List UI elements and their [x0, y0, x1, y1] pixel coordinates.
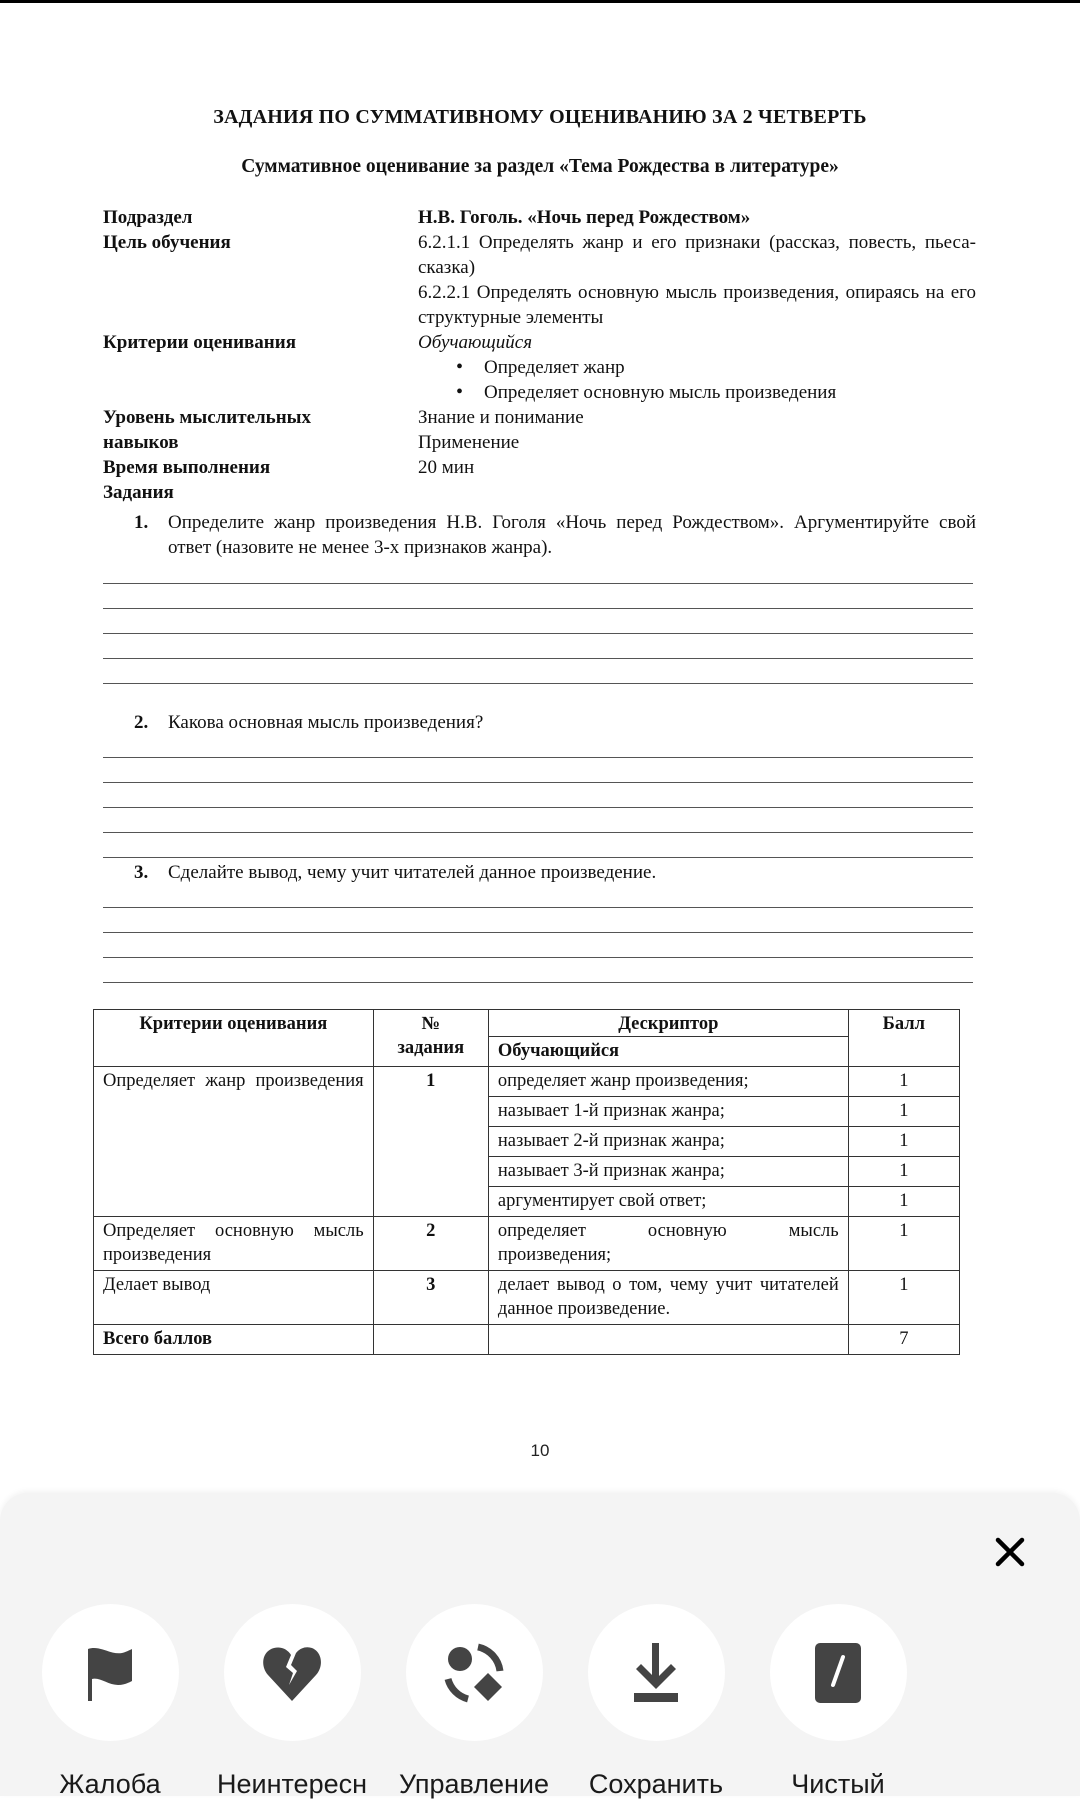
action-circle: [42, 1604, 179, 1741]
clean-mode-button[interactable]: [758, 1604, 918, 1800]
score-cell: 1: [848, 1217, 959, 1271]
level-value: Знание и понимание: [418, 407, 584, 428]
descriptor-cell: аргументирует свой ответ;: [488, 1187, 848, 1217]
info-row-tasks: [103, 480, 976, 505]
subsection-value: Н.В. Гоголь. «Ночь перед Рождеством»: [418, 207, 751, 228]
answer-line[interactable]: [103, 608, 973, 609]
broken-heart-icon: [260, 1643, 324, 1703]
descriptor-cell: называет 2-й признак жанра;: [488, 1127, 848, 1157]
answer-line[interactable]: [103, 982, 973, 983]
subsection-label: Подраздел: [103, 207, 193, 228]
answer-line[interactable]: [103, 832, 973, 833]
document-subtitle: Суммативное оценивание за раздел «Тема Рождества в литературе»: [241, 156, 839, 177]
answer-line[interactable]: [103, 683, 973, 684]
report-button[interactable]: [30, 1604, 190, 1800]
task-2: [134, 710, 976, 735]
level-label-line: Уровень мыслительных: [103, 407, 311, 428]
total-label: Всего баллов: [94, 1325, 374, 1355]
answer-line[interactable]: [103, 633, 973, 634]
task-1: [134, 510, 976, 560]
action-label: Неинтересн: [216, 1769, 368, 1799]
criteria-label: Критерии оценивания: [103, 332, 296, 353]
action-circle: [588, 1604, 725, 1741]
answer-line[interactable]: [103, 583, 973, 584]
descriptor-cell: делает вывод о том, чему учит читателей данное произведение.: [488, 1271, 848, 1325]
info-row-goal: [103, 230, 976, 330]
criteria-intro: Обучающийся: [418, 332, 533, 353]
answer-line[interactable]: [103, 658, 973, 659]
info-row-criteria: [103, 330, 976, 405]
tasks-label: Задания: [103, 482, 174, 503]
score-cell: 1: [848, 1157, 959, 1187]
answer-line[interactable]: [103, 807, 973, 808]
table-row: [94, 1271, 960, 1325]
action-circle: [224, 1604, 361, 1741]
descriptor-cell: называет 1-й признак жанра;: [488, 1097, 848, 1127]
header-criteria: Критерии оценивания: [94, 1010, 374, 1067]
action-circle: [770, 1604, 907, 1741]
descriptor-cell: определяет жанр произведения;: [488, 1067, 848, 1097]
action-label: Управление: [398, 1769, 550, 1799]
task-text: Сделайте вывод, чему учит читателей данное произведение.: [168, 862, 657, 883]
manage-button[interactable]: [394, 1604, 554, 1800]
info-row-level: [103, 405, 976, 455]
answer-line[interactable]: [103, 932, 973, 933]
answer-line[interactable]: [103, 857, 973, 858]
download-icon: [628, 1641, 684, 1705]
criteria-cell: Определяет жанр произведения: [94, 1067, 374, 1217]
answer-line[interactable]: [103, 782, 973, 783]
page-number: 10: [530, 1441, 550, 1460]
flag-icon: [80, 1641, 140, 1705]
score-cell: 1: [848, 1271, 959, 1325]
close-button[interactable]: [990, 1532, 1030, 1572]
header-score: Балл: [848, 1010, 959, 1067]
task-number: 1.: [134, 512, 149, 533]
score-cell: 1: [848, 1067, 959, 1097]
time-label: Время выполнения: [103, 457, 271, 478]
answer-line[interactable]: [103, 957, 973, 958]
goal-label: Цель обучения: [103, 232, 231, 253]
task-number-cell: 1: [373, 1067, 488, 1217]
table-header-row: [94, 1010, 960, 1037]
close-icon: [993, 1535, 1027, 1569]
criteria-cell: Определяет основную мысль произведения: [94, 1217, 374, 1271]
header-student: Обучающийся: [488, 1037, 848, 1067]
info-row-subsection: [103, 205, 976, 230]
task-text: Какова основная мысль произведения?: [168, 712, 484, 733]
score-cell: 1: [848, 1127, 959, 1157]
action-label: Сохранить: [588, 1769, 724, 1799]
level-values: [418, 405, 976, 455]
level-label-line: навыков: [103, 432, 179, 453]
manage-shapes-icon: [442, 1641, 506, 1705]
criteria-values: [418, 330, 976, 405]
time-value: 20 мин: [418, 457, 475, 478]
action-label: Жалоба: [59, 1769, 161, 1799]
score-cell: 1: [848, 1097, 959, 1127]
header-task-number: [373, 1010, 488, 1067]
action-label: Чистый: [791, 1769, 885, 1799]
task-3: [134, 860, 976, 885]
goal-1: 6.2.1.1 Определять жанр и его признаки (рассказ, повесть, пьеса-сказка): [418, 232, 976, 278]
info-block: [103, 205, 976, 505]
task-number-cell: 3: [373, 1271, 488, 1325]
goal-2: 6.2.2.1 Определять основную мысль произведения, опираясь на его структурные элементы: [418, 282, 976, 328]
table-row: [94, 1067, 960, 1097]
total-value: 7: [848, 1325, 959, 1355]
task-text: Определите жанр произведения Н.В. Гоголя «Ночь перед Рождеством». Аргументируйте свой ответ (назовите не менее 3-х признаков жанра).: [168, 512, 976, 558]
score-cell: 1: [848, 1187, 959, 1217]
header-task-number-line: задания: [397, 1038, 465, 1058]
task-number-cell: 2: [373, 1217, 488, 1271]
level-label: [103, 405, 418, 455]
save-button[interactable]: [576, 1604, 736, 1800]
criteria-item: • Определяет жанр: [456, 355, 976, 380]
goal-values: [418, 230, 976, 330]
clean-mode-icon: [813, 1641, 863, 1705]
answer-line[interactable]: [103, 757, 973, 758]
header-task-number-line: №: [421, 1014, 441, 1034]
task-number: 2.: [134, 712, 149, 733]
task-number: 3.: [134, 862, 149, 883]
table-row: [94, 1217, 960, 1271]
header-descriptor: Дескриптор: [488, 1010, 848, 1037]
descriptor-cell: называет 3-й признак жанра;: [488, 1157, 848, 1187]
total-empty-cell: [488, 1325, 848, 1355]
action-list: [0, 1604, 1080, 1799]
criteria-list: [418, 355, 976, 405]
action-circle: [406, 1604, 543, 1741]
not-interested-button[interactable]: [212, 1604, 372, 1800]
level-value: Применение: [418, 432, 520, 453]
descriptor-cell: определяет основную мысль произведения;: [488, 1217, 848, 1271]
criteria-item: • Определяет основную мысль произведения: [456, 380, 976, 405]
answer-line[interactable]: [103, 907, 973, 908]
rubric-table: [93, 1009, 960, 1355]
total-empty-cell: [373, 1325, 488, 1355]
table-total-row: [94, 1325, 960, 1355]
criteria-cell: Делает вывод: [94, 1271, 374, 1325]
document-title: ЗАДАНИЯ ПО СУММАТИВНОМУ ОЦЕНИВАНИЮ ЗА 2 ЧЕТВЕРТЬ: [213, 106, 867, 128]
info-row-time: [103, 455, 976, 480]
